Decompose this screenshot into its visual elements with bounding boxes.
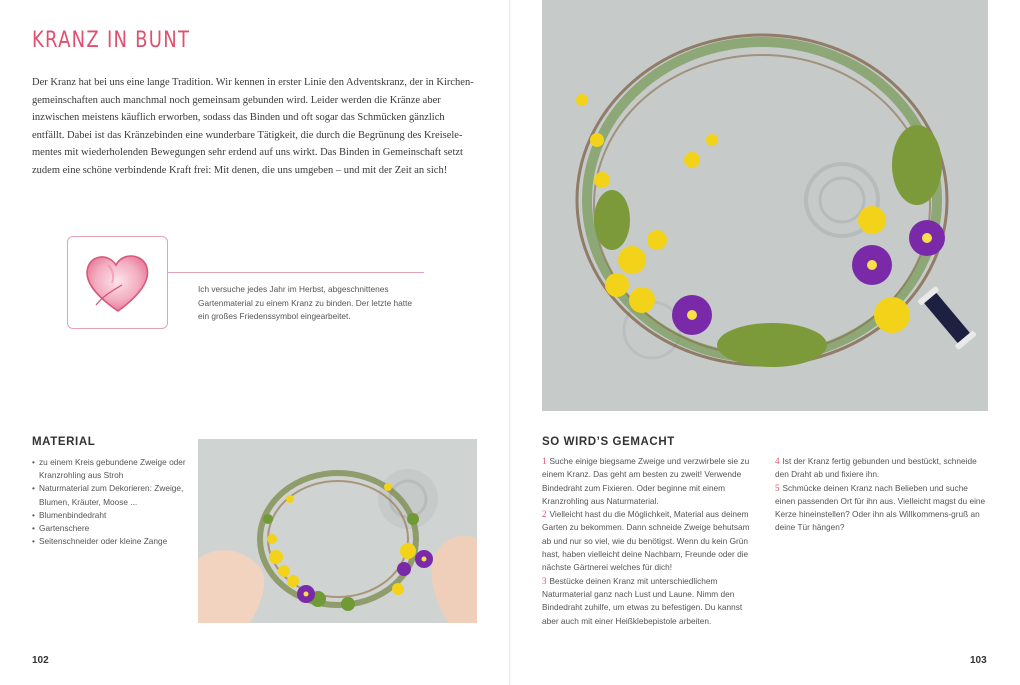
intro-line: inzwischen meistens käuflich erworben, sodass das Binden und oft sogar das Schmücken gänzlich [32, 112, 445, 124]
material-list [32, 456, 192, 548]
step-number: 4 [775, 456, 780, 466]
steps-column-1 [542, 455, 756, 628]
intro-line: mentes mit wiederholenden Bewegungen sehr erdend auf uns wirkt. Das Binden in Gemeinschaft setzt [32, 147, 463, 159]
howto-heading: SO WIRD’S GEMACHT [542, 436, 675, 448]
step-text: Bestücke deinen Kranz mit unterschiedlichem Naturmaterial ganz nach Lust und Laune. Nimm den Bindedraht zuhilfe, um etwas zu befestigen. Du kannst aber auch mit einer Heißklebepistole arbeiten. [542, 575, 743, 626]
step-item [775, 455, 987, 482]
step-text: Suche einige biegsame Zweige und verzwirbele sie zu einem Kranz. Das geht am besten zu zweit! Verwende Bindedraht zum Fixieren. Oder beginne mit einem Kranzrohling aus Naturmaterial. [542, 456, 750, 506]
quote-line: ein großes Friedenssymbol eingearbeitet. [198, 311, 351, 322]
quote-text [198, 283, 430, 324]
intro-line: zudem eine schöne verbindende Kraft frei: Mit denen, die uns umgeben – und mit der Zeit an sich! [32, 164, 448, 176]
quote-divider [168, 272, 424, 273]
step-number: 3 [542, 575, 547, 586]
intro-line: gemeinschaften auch manchmal noch gemeinsam gebunden wird. Leider werden die Kränze aber [32, 94, 441, 106]
book-gutter [509, 0, 511, 685]
page-number-left: 102 [32, 655, 49, 666]
intro-text [32, 74, 482, 180]
material-item: • zu einem Kreis gebundene Zweige oder Kranzrohling aus Stroh [32, 456, 192, 482]
intro-line: entfällt. Dabei ist das Kränzebinden eine wunderbare Tätigkeit, die durch die Begrünung des Kreisele- [32, 129, 463, 141]
heart-watercolor-icon [78, 245, 158, 321]
material-item: • Naturmaterial zum Dekorieren: Zweige, Blumen, Kräuter, Moose ... [32, 482, 192, 508]
material-item: • Blumenbindedraht [32, 509, 192, 522]
steps-column-2 [775, 455, 987, 535]
intro-line: Der Kranz hat bei uns eine lange Tradition. Wir kennen in erster Linie den Adventskranz, der in Kirchen- [32, 77, 474, 88]
step-number: 5 [775, 482, 780, 493]
step-item [542, 508, 756, 574]
quote-line: Gartenmaterial zu einem Kranz zu binden. Der letzte hatte [198, 297, 412, 308]
step-item [775, 482, 987, 535]
page-title: KRANZ IN BUNT [32, 28, 191, 53]
wreath-photo [542, 0, 988, 411]
step-number: 2 [542, 509, 547, 520]
quote-line: Ich versuche jedes Jahr im Herbst, abgeschnittenes [198, 284, 389, 294]
step-item [542, 575, 756, 628]
wreath-in-hands-photo [198, 439, 477, 623]
heart-illustration-box [67, 236, 168, 329]
step-text: Vielleicht hast du die Möglichkeit, Material aus deinem Garten zu bekommen. Dann schneide Zweige behutsam ab und nur so viel, wie du benötigst. Wenn du kein Grün hast, haben vielleicht deine Nachbarn, Freunde oder die nächste Gärtnerei welches für dich! [542, 509, 750, 573]
material-item: • Seitenschneider oder kleine Zange [32, 535, 192, 548]
page-number-right: 103 [970, 655, 987, 666]
step-text: Ist der Kranz fertig gebunden und bestückt, schneide den Draht ab und fixiere ihn. [775, 456, 977, 480]
material-heading: MATERIAL [32, 436, 96, 448]
step-item [542, 455, 756, 508]
step-text: Schmücke deinen Kranz nach Belieben und suche einen passenden Ort für ihn aus. Vielleicht magst du eine Kerze hineinstellen? Oder ihn als Willkommens-gruß an deine Tür hängen? [775, 482, 986, 533]
step-number: 1 [542, 456, 547, 466]
material-item: • Gartenschere [32, 522, 192, 535]
